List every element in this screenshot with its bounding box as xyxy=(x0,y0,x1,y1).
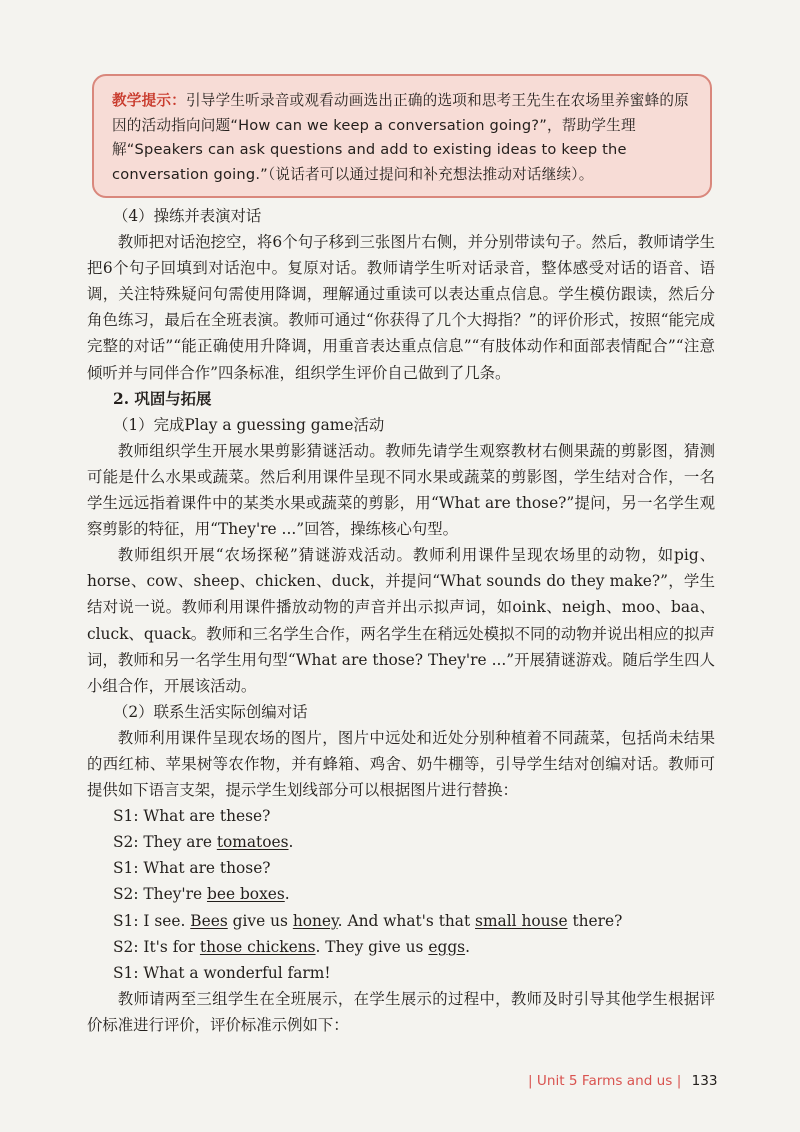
paragraph-silhouette-game: 教师组织学生开展水果剪影猜谜活动。教师先请学生观察教材右侧果蔬的剪影图，猜测可能是什么水果或蔬菜。然后利用课件呈现不同水果或蔬菜的剪影图，学生结对合作，一名学生远远指着课件中的某类水果或蔬菜的剪影，用“What are those?”提问，另一名学生观察剪影的特征，用“They're ...”回答，操练核心句型。 xyxy=(87,441,715,539)
section-heading-2: 2. 巩固与拓展 xyxy=(113,389,212,408)
sub-heading-2: （2）联系生活实际创编对话 xyxy=(113,702,308,721)
sub-heading-1: （1）完成Play a guessing game活动 xyxy=(113,415,385,434)
dialogue-line: S2: They are tomatoes. xyxy=(113,833,294,852)
replaceable-word: small house xyxy=(475,911,568,930)
sub-heading-4: （4）操练并表演对话 xyxy=(113,207,262,225)
dialogue-line: S2: It's for those chickens. They give us eggs. xyxy=(113,937,470,956)
replaceable-word: eggs xyxy=(428,937,466,956)
page-footer xyxy=(528,1073,718,1089)
paragraph-create-dialogue: 教师利用课件呈现农场的图片，图片中远处和近处分别种植着不同蔬菜，包括尚未结果的西红柿、苹果树等农作物，并有蜂箱、鸡舍、奶牛棚等，引导学生结对创编对话。教师可提供如下语言支架，提示学生划线部分可以根据图片进行替换： xyxy=(87,728,715,800)
paragraph-presentation: 教师请两至三组学生在全班展示，在学生展示的过程中，教师及时引导其他学生根据评价标准进行评价，评价标准示例如下： xyxy=(87,989,715,1034)
replaceable-word: Bees xyxy=(190,911,228,930)
replaceable-word: those chickens xyxy=(199,937,316,956)
main-content xyxy=(87,203,715,1038)
paragraph-farm-game: 教师组织开展“农场探秘”猜谜游戏活动。教师利用课件呈现农场里的动物，如pig、horse、cow、sheep、chicken、duck，并提问“What sounds do they make?”，学生结对说一说。教师利用课件播放动物的声音并出示拟声词，如oink、neigh、moo、baa、cluck、quack。教师和三名学生合作，两名学生在稍远处模拟不同的动物并说出相应的拟声词，教师和另一名学生用句型“What are those? They're ...”开展猜谜游戏。随后学生四人小组合作，开展该活动。 xyxy=(87,546,715,695)
replaceable-word: honey xyxy=(292,911,338,930)
paragraph-practice: 教师把对话泡挖空，将6个句子移到三张图片右侧，并分别带读句子。然后，教师请学生把6个句子回填到对话泡中。复原对话。教师请学生听对话录音，整体感受对话的语音、语调，关注特殊疑问句需使用降调，理解通过重读可以表达重点信息。学生模仿跟读，然后分角色练习，最后在全班表演。教师可通过“你获得了几个大拇指？”的评价形式，按照“能完成完整的对话”“能正确使用升降调，用重音表达重点信息”“有肢体动作和面部表情配合”“注意倾听并与同伴合作”四条标准，组织学生评价自己做到了几条。 xyxy=(87,233,715,382)
replaceable-word: bee boxes xyxy=(206,885,285,904)
teaching-tip-label: 教学提示： xyxy=(112,92,186,109)
dialogue-line: S1: I see. Bees give us honey. And what's that small house there? xyxy=(113,911,623,930)
replaceable-word: tomatoes xyxy=(216,833,289,852)
dialogue-line: S1: What are these? xyxy=(113,807,271,826)
footer-divider: | xyxy=(676,1073,682,1089)
dialogue-line: S1: What are those? xyxy=(113,859,271,878)
footer-unit-title: Unit 5 Farms and us xyxy=(536,1073,673,1089)
page-number: 133 xyxy=(691,1073,718,1089)
dialogue-line: S1: What a wonderful farm! xyxy=(113,963,331,982)
dialogue-line: S2: They're bee boxes. xyxy=(113,885,290,904)
teaching-tip-box xyxy=(92,74,712,198)
footer-divider: | xyxy=(528,1073,533,1089)
teaching-tip-text: 引导学生听录音或观看动画选出正确的选项和思考王先生在农场里养蜜蜂的原因的活动指向问题“How can we keep a conversation going?”，帮助学生理解“Speakers can ask questions and add to existing ideas to keep the conversation going.”（说话者可以通过提问和补充想法推动对话继续）。 xyxy=(112,92,689,183)
